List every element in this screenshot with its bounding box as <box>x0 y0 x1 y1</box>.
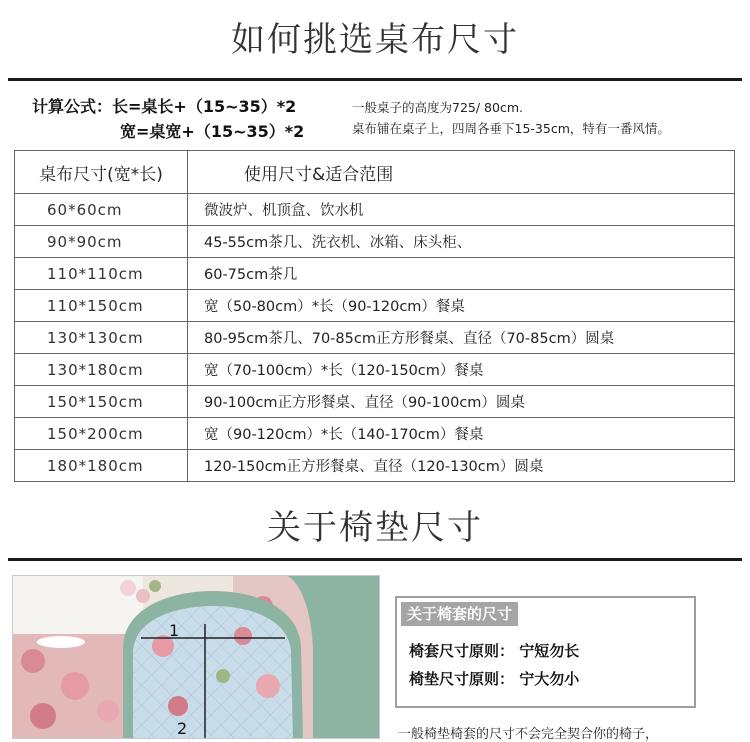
table-header-row <box>15 151 735 194</box>
table-row <box>15 322 735 354</box>
size-cell: 150*150cm <box>15 386 188 418</box>
usage-cell: 宽（70-100cm）*长（120-150cm）餐桌 <box>188 354 735 386</box>
formula-width: 宽=桌宽+（15~35）*2 <box>120 122 305 141</box>
chair-cover-rule: 椅套尺寸原则： 宁短勿长 <box>409 642 580 660</box>
size-cell: 60*60cm <box>15 194 188 226</box>
note-table-height: 一般桌子的高度为725/ 80cm. <box>352 100 523 115</box>
measure-label-2: 2 <box>177 719 188 738</box>
table-row <box>15 386 735 418</box>
table-row <box>15 354 735 386</box>
chair-cushion-photo <box>12 575 380 739</box>
usage-cell: 120-150cm正方形餐桌、直径（120-130cm）圆桌 <box>188 450 735 482</box>
chair-section-title: 关于椅垫尺寸 <box>267 508 483 548</box>
size-cell: 150*200cm <box>15 418 188 450</box>
fit-note: 一般椅垫椅套的尺寸不会完全契合你的椅子， <box>398 727 659 742</box>
size-cell: 90*90cm <box>15 226 188 258</box>
usage-cell: 微波炉、机顶盒、饮水机 <box>188 194 735 226</box>
header-size: 桌布尺寸(宽*长) <box>15 151 188 194</box>
table-row <box>15 450 735 482</box>
title-divider <box>8 78 742 81</box>
usage-cell: 宽（90-120cm）*长（140-170cm）餐桌 <box>188 418 735 450</box>
chair-size-guide-box <box>395 596 696 708</box>
chair-box-title: 关于椅套的尺寸 <box>401 602 518 626</box>
usage-cell: 80-95cm茶几、70-85cm正方形餐桌、直径（70-85cm）圆桌 <box>188 322 735 354</box>
table-row <box>15 290 735 322</box>
formula-length: 计算公式：长=桌长+（15~35）*2 <box>32 97 297 116</box>
size-cell: 180*180cm <box>15 450 188 482</box>
usage-cell: 90-100cm正方形餐桌、直径（90-100cm）圆桌 <box>188 386 735 418</box>
table-row <box>15 418 735 450</box>
page-title: 如何挑选桌布尺寸 <box>231 20 519 60</box>
table-row <box>15 194 735 226</box>
chair-cushion-illustration <box>13 576 380 739</box>
note-drape: 桌布铺在桌子上，四周各垂下15-35cm，特有一番风情。 <box>352 121 670 136</box>
usage-cell: 60-75cm茶几 <box>188 258 735 290</box>
size-cell: 110*110cm <box>15 258 188 290</box>
usage-cell: 宽（50-80cm）*长（90-120cm）餐桌 <box>188 290 735 322</box>
size-cell: 110*150cm <box>15 290 188 322</box>
size-cell: 130*130cm <box>15 322 188 354</box>
size-cell: 130*180cm <box>15 354 188 386</box>
table-row <box>15 258 735 290</box>
measure-label-1: 1 <box>169 621 180 640</box>
chair-section-divider <box>8 558 742 561</box>
tablecloth-size-table <box>14 150 735 482</box>
table-row <box>15 226 735 258</box>
usage-cell: 45-55cm茶几、洗衣机、冰箱、床头柜、 <box>188 226 735 258</box>
header-usage: 使用尺寸&适合范围 <box>188 151 735 194</box>
chair-cushion-rule: 椅垫尺寸原则： 宁大勿小 <box>409 670 580 688</box>
